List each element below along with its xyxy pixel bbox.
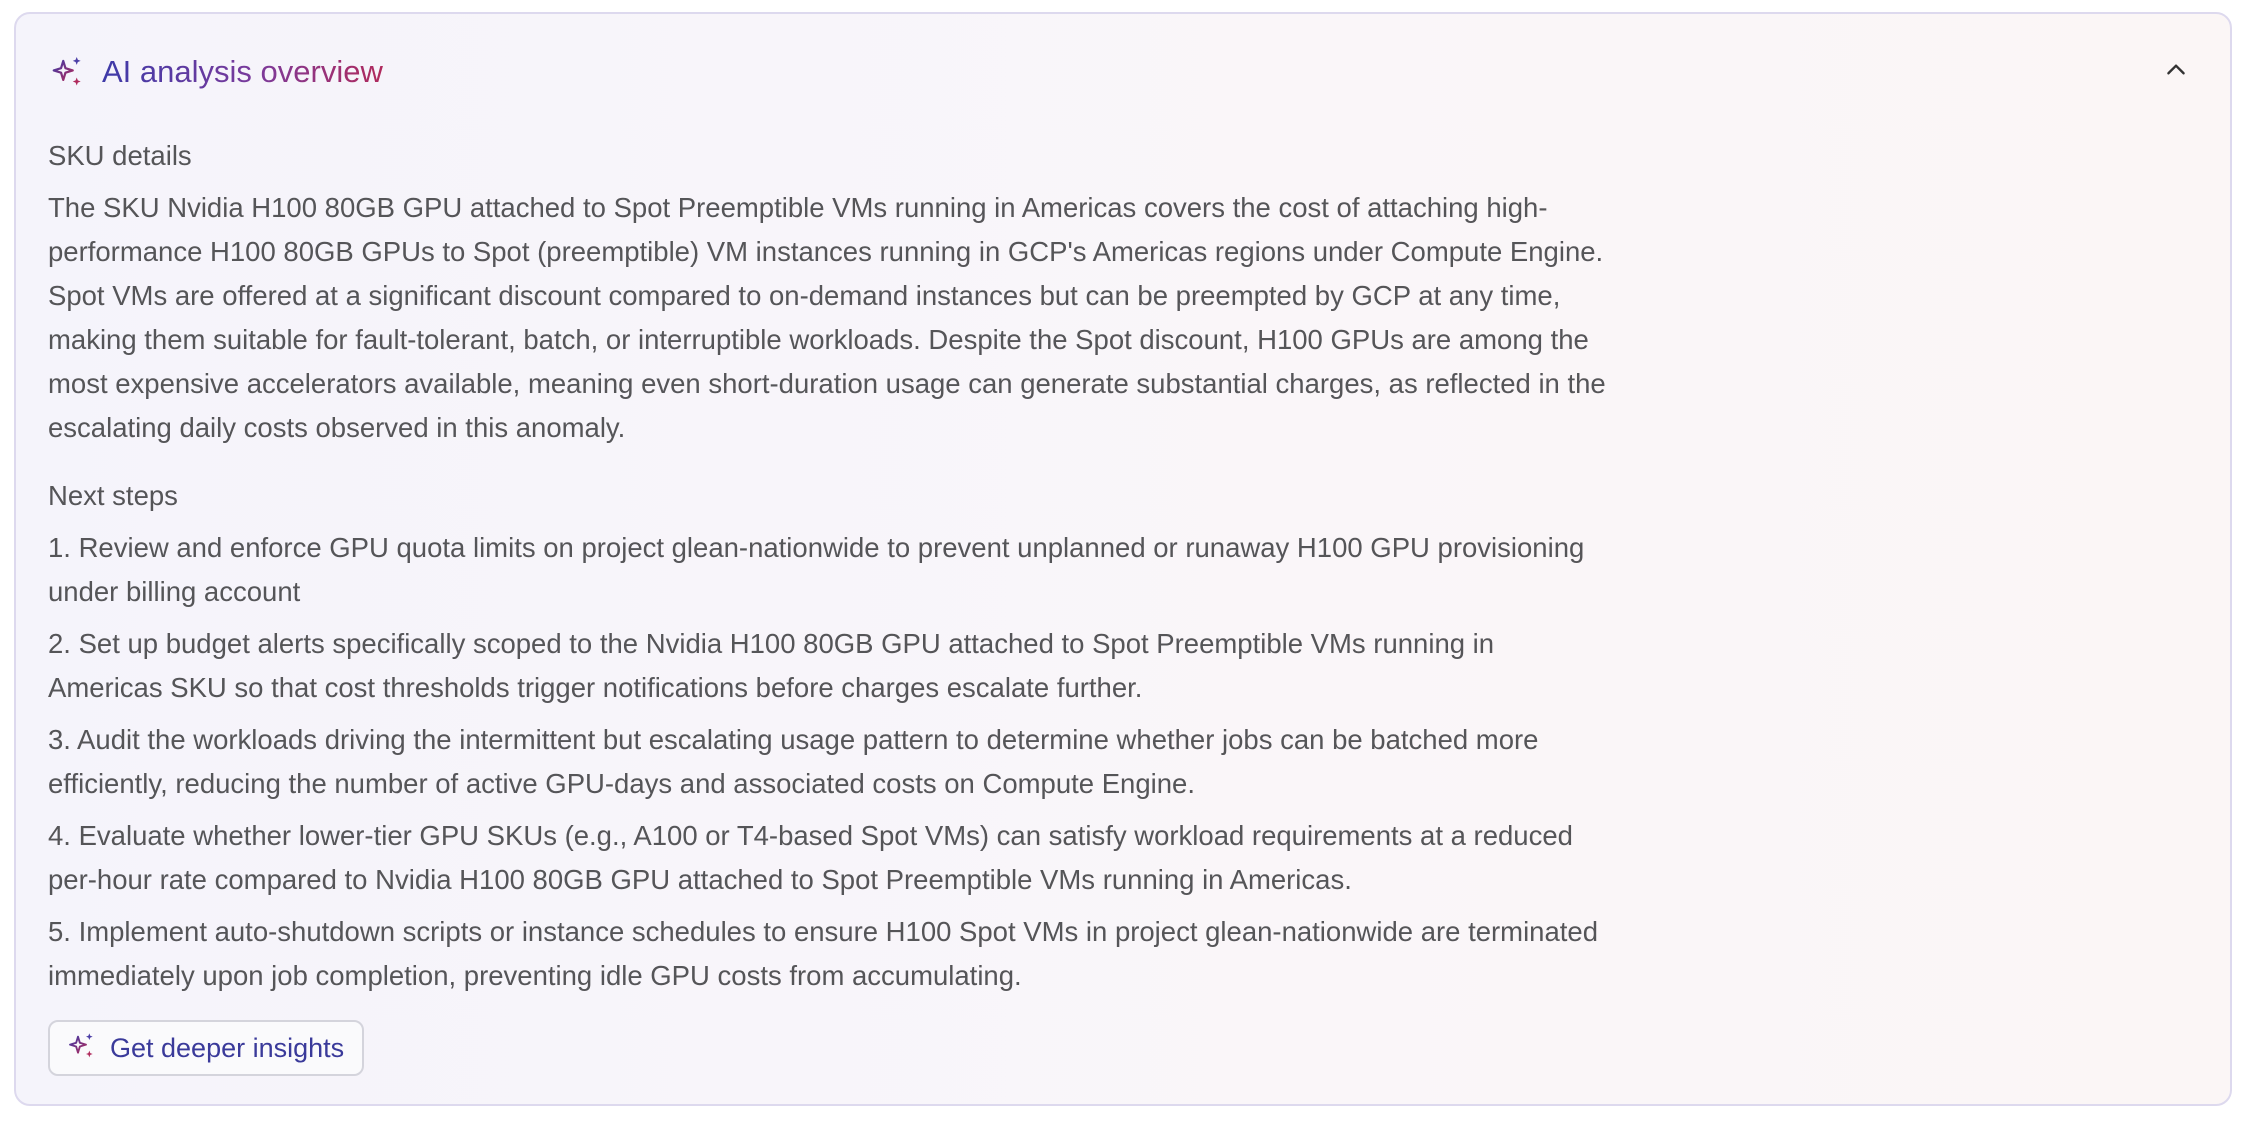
sku-details-body: The SKU Nvidia H100 80GB GPU attached to Spot Preemptible VMs running in Americas covers the cost of attaching high-performance H100 80GB GPUs to Spot (preemptible) VM instances running in GCP's Americas regions under Compute Engine. Spot VMs are offered at a significant discount compared to on-demand instances but can be preempted by GCP at any time, making them suitable for fault-tolerant, batch, or interruptible workloads. Despite the Spot discount, H100 GPUs are among the most expensive accelerators available, meaning even short-duration usage can generate substantial charges, as reflected in the escalating daily costs observed in this anomaly.: [48, 192, 1606, 443]
collapse-button[interactable]: [2154, 50, 2198, 94]
chevron-up-icon: [2163, 57, 2189, 88]
ai-analysis-panel: [14, 12, 2232, 1106]
next-steps-heading: Next steps: [48, 480, 178, 511]
sparkle-icon: [66, 1030, 98, 1067]
panel-header[interactable]: [48, 44, 2198, 100]
sparkle-icon: [48, 52, 88, 92]
next-step-item: 2. Set up budget alerts specifically scoped to the Nvidia H100 80GB GPU attached to Spot Preemptible VMs running in Americas SKU so that cost thresholds trigger notifications before charges escalate further.: [48, 628, 1495, 703]
get-deeper-insights-label: Get deeper insights: [110, 1032, 345, 1063]
sku-details-heading: SKU details: [48, 140, 192, 171]
next-step-item: 5. Implement auto-shutdown scripts or instance schedules to ensure H100 Spot VMs in project glean-nationwide are terminated immediately upon job completion, preventing idle GPU costs from accumulating.: [48, 916, 1599, 991]
get-deeper-insights-button[interactable]: [48, 1020, 364, 1076]
panel-title: AI analysis overview: [102, 54, 383, 89]
next-steps-list: [48, 526, 1608, 998]
analysis-content: [48, 134, 1608, 1006]
next-step-item: 4. Evaluate whether lower-tier GPU SKUs (e.g., A100 or T4-based Spot VMs) can satisfy workload requirements at a reduced per-hour rate compared to Nvidia H100 80GB GPU attached to Spot Preemptible VMs running in Americas.: [48, 820, 1573, 895]
next-step-item: 1. Review and enforce GPU quota limits on project glean-nationwide to prevent unplanned or runaway H100 GPU provisioning under billing account: [48, 532, 1585, 607]
next-step-item: 3. Audit the workloads driving the intermittent but escalating usage pattern to determine whether jobs can be batched more efficiently, reducing the number of active GPU-days and associated costs on Compute Engine.: [48, 724, 1539, 799]
